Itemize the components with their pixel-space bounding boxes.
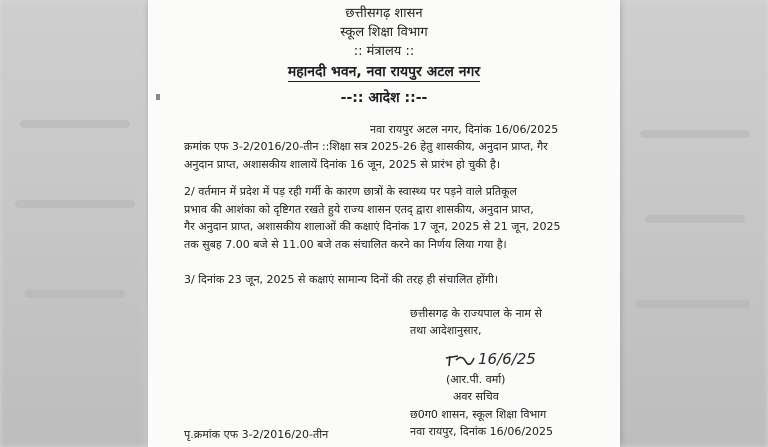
signature-order-line: तथा आदेशानुसार, xyxy=(410,324,482,337)
blurred-background-left xyxy=(0,0,145,447)
order-date-line: नवा रायपुर अटल नगर, दिनांक 16/06/2025 xyxy=(370,123,559,136)
header-address-text: महानदी भवन, नवा रायपुर अटल नगर xyxy=(287,64,481,80)
blurred-text xyxy=(20,120,130,128)
signatory-designation: अवर सचिव xyxy=(453,390,499,403)
signatory-name: (आर.पी. वर्मा) xyxy=(446,373,506,386)
blurred-text xyxy=(640,130,750,138)
blurred-text xyxy=(25,290,125,298)
paragraph-line: 2/ वर्तमान में प्रदेश में पड़ रही गर्मी के कारण छात्रों के स्वास्थ्य पर पड़ने वाले प्रतिकूल xyxy=(184,185,517,198)
paragraph-line: क्रमांक एफ 3-2/2016/20-तीन ::शिक्षा सत्र 2025-26 हेतु शासकीय, अनुदान प्राप्त, गैर xyxy=(184,140,548,153)
handwritten-signature xyxy=(440,336,580,372)
header-address xyxy=(148,64,620,82)
blurred-text xyxy=(635,300,750,308)
government-order-document xyxy=(148,0,620,447)
signatory-department: छ0ग0 शासन, स्कूल शिक्षा विभाग xyxy=(410,408,547,421)
blurred-text xyxy=(645,215,745,223)
footer-reference-number: पृ.क्रमांक एफ 3-2/2016/20-तीन xyxy=(184,428,329,441)
header-state: छत्तीसगढ़ शासन xyxy=(345,6,423,21)
paragraph-1 xyxy=(184,138,548,173)
signatory-place-date: नवा रायपुर, दिनांक 16/06/2025 xyxy=(410,425,554,438)
paragraph-3: 3/ दिनांक 23 जून, 2025 से कक्षाएं सामान्य दिनों की तरह ही संचालित होंगी। xyxy=(184,273,499,286)
signature-authority-line: छत्तीसगढ़ के राज्यपाल के नाम से xyxy=(410,307,542,320)
signature-date-scrawl: 16/6/25 xyxy=(478,350,536,368)
paragraph-line: गैर अनुदान प्राप्त, अशासकीय शालाओं की कक्षाएं दिनांक 17 जून, 2025 से 21 जून, 2025 xyxy=(184,220,561,233)
paragraph-2 xyxy=(184,183,561,253)
paragraph-line: अनुदान प्राप्त, अशासकीय शालायें दिनांक 16 जून, 2025 से प्रारंभ हो चुकी है। xyxy=(184,157,500,171)
paragraph-line: तक सुबह 7.00 बजे से 11.00 बजे तक संचालित करने का निर्णय लिया गया है। xyxy=(184,237,507,251)
blurred-background-right xyxy=(618,0,768,447)
blurred-text xyxy=(15,200,135,208)
header-order-title: --:: आदेश ::-- xyxy=(340,90,428,106)
paragraph-line: प्रभाव की आशंका को दृष्टिगत रखते हुये राज्य शासन एतद् द्वारा शासकीय, अनुदान प्राप्त, xyxy=(184,202,534,216)
header-ministry: :: मंत्रालय :: xyxy=(353,44,415,59)
header-department: स्कूल शिक्षा विभाग xyxy=(340,25,428,40)
